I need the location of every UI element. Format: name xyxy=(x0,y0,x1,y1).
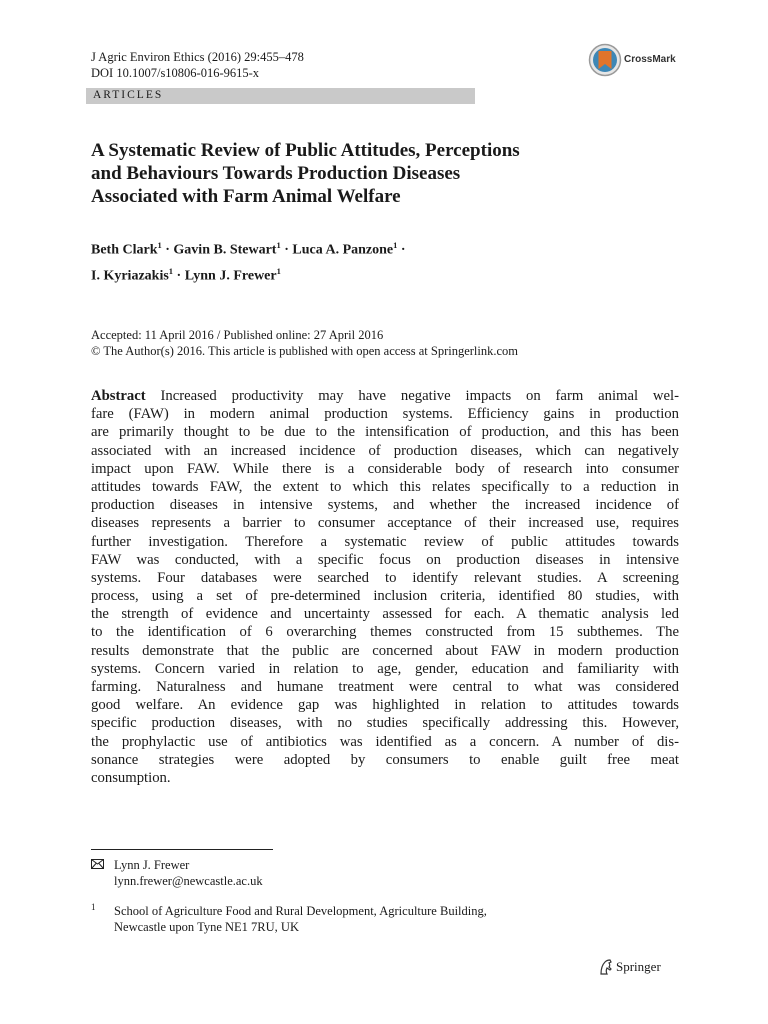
abstract-line: production diseases in intensive systems, and whether the increased incidence of xyxy=(91,497,679,514)
springer-logo xyxy=(598,958,688,978)
crossmark-icon xyxy=(588,43,622,77)
crossmark-label: CrossMark xyxy=(624,54,676,65)
abstract-line: FAW was conducted, with a specific focus on production diseases in intensive xyxy=(91,551,679,568)
copyright-notice: © The Author(s) 2016. This article is published with open access at Springerlink.com xyxy=(91,344,519,358)
abstract-line: further investigation. Therefore a systematic review of public attitudes towards xyxy=(91,533,679,550)
author-name: Luca A. Panzone xyxy=(292,242,394,258)
affiliation-marker: 1 xyxy=(393,240,398,250)
author-name: Gavin B. Stewart xyxy=(173,242,277,258)
corresponding-author xyxy=(114,857,263,889)
abstract-line: Abstract Increased productivity may have negative impacts on farm animal wel- xyxy=(91,388,680,404)
abstract-line: to the identification of 6 overarching themes constructed from 15 subthemes. The xyxy=(91,624,679,641)
section-label-bar xyxy=(86,88,475,104)
abstract-line: specific production diseases, with no studies specifically addressing this. However, xyxy=(91,715,679,732)
envelope-icon xyxy=(91,857,104,873)
affiliation-line: School of Agriculture Food and Rural Development, Agriculture Building, xyxy=(114,904,487,918)
author-name: Beth Clark xyxy=(91,242,158,258)
affiliation-marker: 1 xyxy=(276,240,281,250)
affiliation-marker: 1 xyxy=(157,240,162,250)
abstract-line: good welfare. An evidence gap was highlighted in relation to attitudes towards xyxy=(91,697,679,714)
affiliation-marker: 1 xyxy=(276,265,281,276)
publication-dates xyxy=(91,327,518,359)
author-list: Beth Clark$^1$ · Gavin B. Stewart$^1$ · Luca A. Panzone$^1$ · I. Kyriazakis$^1$ · Lynn J. Frewer$^1$ xyxy=(91,240,406,284)
abstract xyxy=(91,387,679,787)
doi[interactable]: DOI 10.1007/s10806-016-9615-x xyxy=(91,66,260,80)
journal-citation: J Agric Environ Ethics (2016) 29:455–478 xyxy=(91,50,304,64)
springer-horse-icon xyxy=(598,958,614,976)
crossmark-logo[interactable] xyxy=(588,43,688,77)
affiliation-marker: 1 xyxy=(168,265,174,276)
abstract-line: process, using a set of pre-determined inclusion criteria, identified 80 studies, with xyxy=(91,588,679,605)
corresponding-email[interactable]: lynn.frewer@newcastle.ac.uk xyxy=(114,874,263,888)
section-label: ARTICLES xyxy=(93,89,164,101)
abstract-line: consumption. xyxy=(91,769,171,786)
title-line: Associated with Farm Animal Welfare xyxy=(91,186,401,207)
title-line: and Behaviours Towards Production Diseases xyxy=(91,163,461,184)
author-name: I. Kyriazakis xyxy=(91,268,169,284)
abstract-line: impact upon FAW. While there is a considerable body of research into consumer xyxy=(91,460,679,477)
abstract-line: diseases represents a barrier to consumer acceptance of their increased use, requires xyxy=(91,515,679,532)
footnote-divider xyxy=(91,849,273,850)
author-name: Lynn J. Frewer xyxy=(184,268,277,284)
abstract-line: systems. Concern varied in relation to age, gender, education and familiarity with xyxy=(91,660,679,677)
article-title xyxy=(91,139,651,208)
abstract-line: are primarily thought to be due to the intensification of production, and this has been xyxy=(91,424,679,441)
abstract-line: farming. Naturalness and humane treatment were central to what was considered xyxy=(91,679,679,695)
abstract-line: the prophylactic use of antibiotics was identified as a concern. A number of dis- xyxy=(91,733,679,750)
abstract-line: sonance strategies were adopted by consumers to enable guilt free meat xyxy=(91,751,679,768)
abstract-line: results demonstrate that the public are concerned about FAW in modern production xyxy=(91,642,679,659)
abstract-line: attitudes towards FAW, the extent to which this relates specifically to a reduction in xyxy=(91,478,679,495)
corresponding-name: Lynn J. Frewer xyxy=(114,858,190,872)
abstract-line: systems. Four databases were searched to identify relevant studies. A screening xyxy=(91,569,679,586)
affiliation xyxy=(114,903,487,935)
affiliation-number: 1 xyxy=(91,902,96,912)
journal-header xyxy=(91,49,304,81)
accepted-published: Accepted: 11 April 2016 / Published online: 27 April 2016 xyxy=(91,328,384,342)
title-line: A Systematic Review of Public Attitudes, Perceptions xyxy=(91,140,520,161)
affiliation-line: Newcastle upon Tyne NE1 7RU, UK xyxy=(114,920,299,934)
abstract-heading: Abstract xyxy=(91,388,146,404)
abstract-line: the strength of evidence and uncertainty assessed for each. A thematic analysis led xyxy=(91,606,679,623)
abstract-line: associated with an increased incidence of production diseases, which can negatively xyxy=(91,442,679,459)
publisher-name: Springer xyxy=(616,959,661,974)
abstract-line: fare (FAW) in modern animal production systems. Efficiency gains in production xyxy=(91,406,679,423)
